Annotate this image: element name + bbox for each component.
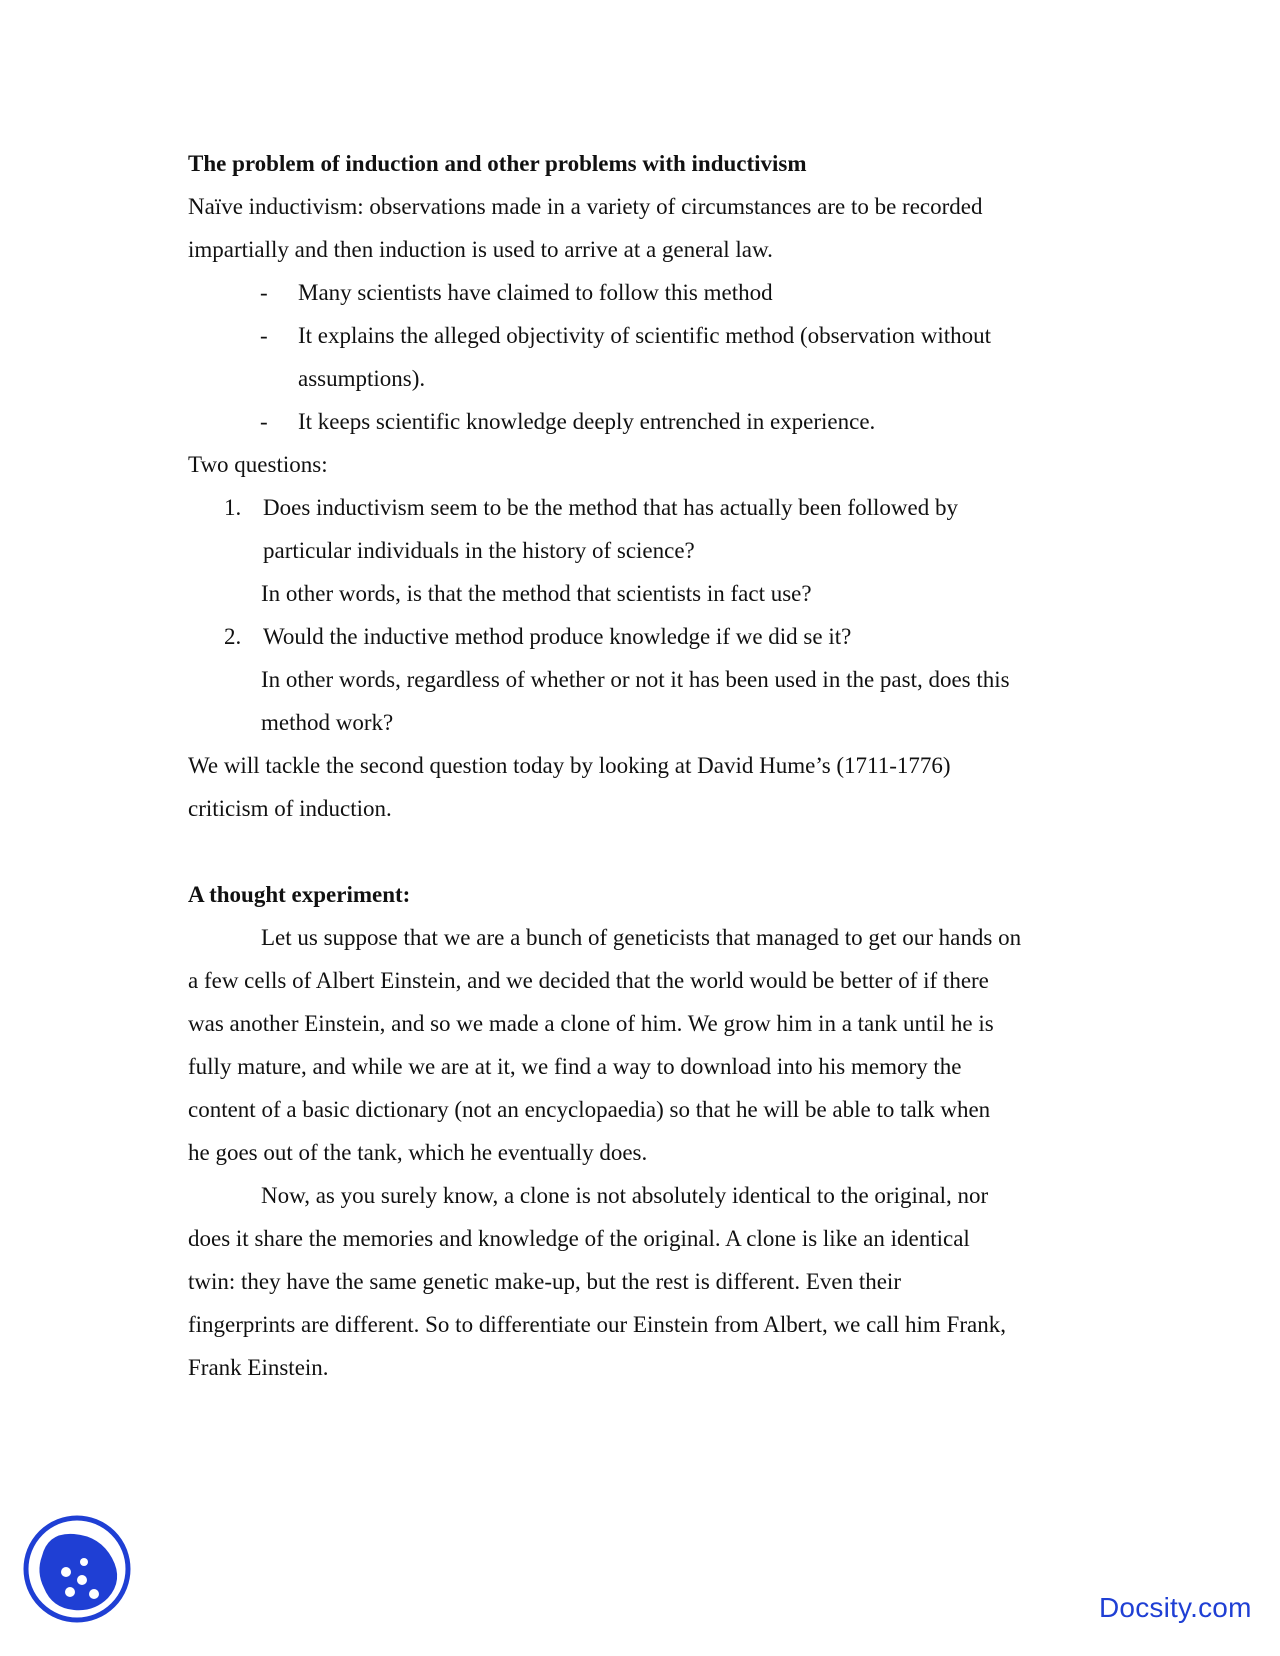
- bullet-marker: -: [260, 323, 268, 348]
- question-text: Would the inductive method produce knowledge if we did se it?: [263, 624, 852, 649]
- bullet-text: It keeps scientific knowledge deeply entrenched in experience.: [298, 409, 876, 434]
- bullet-text: It explains the alleged objectivity of scientific method (observation without: [298, 323, 992, 348]
- bullet-text: assumptions).: [298, 366, 426, 391]
- docsity-logo-icon[interactable]: [22, 1514, 132, 1624]
- section-heading-induction: The problem of induction and other problems with inductivism: [188, 151, 807, 176]
- paragraph-line: he goes out of the tank, which he eventually does.: [188, 1140, 648, 1165]
- docsity-brand-link[interactable]: Docsity.com: [1099, 1592, 1252, 1623]
- paragraph-line: Now, as you surely know, a clone is not absolutely identical to the original, nor: [261, 1183, 989, 1208]
- paragraph-line: fingerprints are different. So to differentiate our Einstein from Albert, we call him Frank,: [188, 1312, 1006, 1337]
- paragraph-line: does it share the memories and knowledge of the original. A clone is like an identical: [188, 1226, 970, 1251]
- bullet-text: Many scientists have claimed to follow this method: [298, 280, 773, 305]
- intro-line: Naïve inductivism: observations made in a variety of circumstances are to be recorded: [188, 194, 983, 219]
- bullet-item: [188, 314, 1108, 400]
- question-number: 1.: [224, 495, 242, 520]
- document-body: [188, 142, 1108, 1389]
- paragraph-line: Let us suppose that we are a bunch of geneticists that managed to get our hands on: [261, 925, 1022, 950]
- question-text: particular individuals in the history of science?: [263, 538, 695, 563]
- section-heading-thought-experiment: A thought experiment:: [188, 882, 411, 907]
- paragraph-line: Frank Einstein.: [188, 1355, 329, 1380]
- paragraph-line: a few cells of Albert Einstein, and we decided that the world would be better of if there: [188, 968, 989, 993]
- question-followup: In other words, regardless of whether or not it has been used in the past, does this: [261, 667, 1010, 692]
- question-text: Does inductivism seem to be the method that has actually been followed by: [263, 495, 958, 520]
- question-followup: method work?: [261, 710, 394, 735]
- question-followup: In other words, is that the method that scientists in fact use?: [261, 581, 812, 606]
- paragraph-clone-setup: [188, 916, 1108, 1174]
- bullet-marker: -: [260, 409, 268, 434]
- question-item: [188, 486, 1108, 572]
- question-number: 2.: [224, 624, 242, 649]
- bullet-marker: -: [260, 280, 268, 305]
- closing-line: criticism of induction.: [188, 796, 392, 821]
- paragraph-line: twin: they have the same genetic make-up, but the rest is different. Even their: [188, 1269, 901, 1294]
- paragraph-clone-identity: [188, 1174, 1108, 1389]
- question-item: [188, 615, 1108, 658]
- intro-line: impartially and then induction is used to arrive at a general law.: [188, 237, 773, 262]
- paragraph-gap: [188, 830, 1108, 873]
- paragraph-line: content of a basic dictionary (not an encyclopaedia) so that he will be able to talk when: [188, 1097, 991, 1122]
- paragraph-line: fully mature, and while we are at it, we find a way to download into his memory the: [188, 1054, 962, 1079]
- bullet-item: [188, 271, 1108, 314]
- docsity-logo-graphic: [22, 1514, 132, 1624]
- closing-line: We will tackle the second question today by looking at David Hume’s (1711-1776): [188, 753, 951, 778]
- paragraph-line: was another Einstein, and so we made a clone of him. We grow him in a tank until he is: [188, 1011, 994, 1036]
- bullet-item: [188, 400, 1108, 443]
- questions-label: Two questions:: [188, 452, 328, 477]
